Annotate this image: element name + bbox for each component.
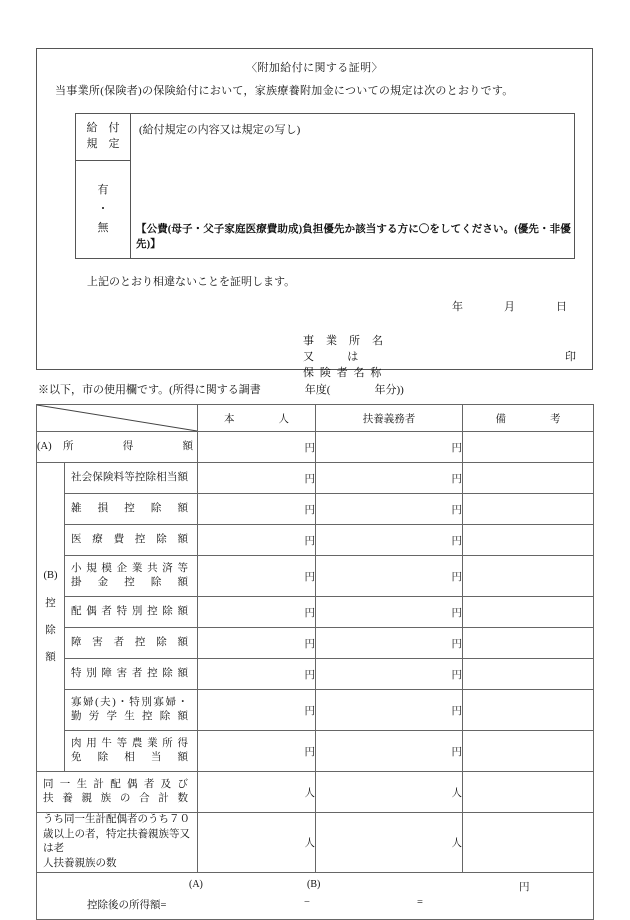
- or-label-right: は: [347, 350, 363, 363]
- table-row: [37, 525, 594, 556]
- row-dependents-total-remarks[interactable]: [463, 772, 594, 813]
- row-value-dependent[interactable]: 円: [316, 525, 463, 556]
- date-year-label: 年: [452, 301, 463, 313]
- table-row: [37, 659, 594, 690]
- row-value-dependent[interactable]: 円: [316, 628, 463, 659]
- row-income-label: 所得額: [63, 440, 193, 452]
- table-row-income: [37, 432, 594, 463]
- date-line[interactable]: [452, 298, 570, 314]
- benefit-rule-label-line2: 規 定: [86, 138, 120, 150]
- table-row-dependents-total: [37, 772, 594, 813]
- row-income-self[interactable]: 円: [198, 432, 316, 463]
- public-expense-note: 【公費(母子・父子家庭医療費助成)負担優先か該当する方に〇をしてください。(優先・非優先)】: [136, 224, 571, 250]
- row-label-line2: 勤労学生控除額: [71, 711, 188, 722]
- row-dependents-over70-self[interactable]: 人: [198, 813, 316, 873]
- row-dependents-total-dependent[interactable]: 人: [316, 772, 463, 813]
- certify-statement: 上記のとおり相違ないことを証明します。: [87, 276, 296, 288]
- row-dependents-total-self[interactable]: 人: [198, 772, 316, 813]
- deduction-group-char-2: 除: [45, 625, 56, 636]
- row-label: 小規模企業共済等: [71, 562, 188, 574]
- row-dependents-total-label: 同一生計配偶者及び: [43, 778, 188, 790]
- row-dependents-over70-label-line3: 人扶養親族の数: [43, 858, 117, 870]
- row-label: 配偶者特別控除額: [71, 605, 188, 617]
- table-row-dependents-over70: [37, 813, 594, 873]
- row-income-label-cell: [37, 432, 198, 463]
- signature-block: [303, 334, 388, 382]
- row-label-cell: [65, 659, 198, 690]
- benefit-exists-label: [76, 161, 130, 258]
- table-header-row: [37, 405, 594, 432]
- row-value-self[interactable]: 円: [198, 556, 316, 597]
- column-header-self: [198, 405, 316, 432]
- row-value-dependent[interactable]: 円: [316, 556, 463, 597]
- table-row: [37, 690, 594, 731]
- row-value-self[interactable]: 円: [198, 731, 316, 772]
- office-name-label: 事 業 所 名: [303, 335, 388, 347]
- row-label-cell: [65, 463, 198, 494]
- insurer-name-label: 保 険 者 名 称: [303, 366, 383, 379]
- benefit-exists-yes: 有: [97, 184, 109, 197]
- row-label: 障害者控除額: [71, 636, 188, 648]
- benefit-rule-label: [76, 114, 130, 161]
- deduction-group-label: [37, 463, 65, 772]
- row-value-dependent[interactable]: 円: [316, 659, 463, 690]
- table-row: [37, 556, 594, 597]
- certificate-intro: 当事業所(保険者)の保険給付において，家族療養附加金についての規定は次のとおりです。: [55, 85, 514, 97]
- deduction-group-char-3: 額: [45, 652, 56, 664]
- table-row: [37, 494, 594, 525]
- certificate-box: [36, 48, 593, 379]
- row-label-cell: [65, 731, 198, 772]
- column-header-dependent: [316, 405, 463, 432]
- benefit-exists-no: 無: [97, 221, 109, 234]
- row-value-remarks[interactable]: [463, 556, 594, 597]
- row-value-dependent[interactable]: 円: [316, 494, 463, 525]
- row-label-cell: [65, 556, 198, 597]
- seal-icon: 印: [565, 351, 576, 363]
- row-value-remarks[interactable]: [463, 659, 594, 690]
- row-dependents-total-label-line2: 扶養親族の合計数: [43, 793, 188, 804]
- column-header-self-label: 本 人: [223, 413, 306, 425]
- row-label: 寡婦(夫)・特別寡婦・: [71, 696, 188, 708]
- row-value-self[interactable]: 円: [198, 690, 316, 731]
- row-value-remarks[interactable]: [463, 525, 594, 556]
- row-value-self[interactable]: 円: [198, 659, 316, 690]
- column-header-dependent-label: 扶養義務者: [362, 413, 416, 425]
- benefit-rule-content-area[interactable]: [131, 114, 574, 258]
- benefit-exists-separator: ・: [97, 203, 109, 216]
- row-label: 肉用牛等農業所得: [71, 737, 188, 749]
- row-dependents-over70-label-line2: 歳以上の者，特定扶養親族等又は老: [43, 828, 190, 855]
- row-value-dependent[interactable]: 円: [316, 463, 463, 494]
- row-value-dependent[interactable]: 円: [316, 731, 463, 772]
- summary-cell[interactable]: [37, 872, 594, 919]
- or-label: [303, 350, 388, 366]
- row-dependents-over70-dependent[interactable]: 人: [316, 813, 463, 873]
- row-income-remarks[interactable]: [463, 432, 594, 463]
- summary-marker-a: (A): [189, 878, 203, 890]
- row-value-remarks[interactable]: [463, 690, 594, 731]
- diagonal-corner-cell: [37, 405, 198, 432]
- row-value-remarks[interactable]: [463, 463, 594, 494]
- row-dependents-over70-remarks[interactable]: [463, 813, 594, 873]
- benefit-rule-label-column: [76, 114, 131, 258]
- income-table: [36, 404, 594, 920]
- table-row: [37, 463, 594, 494]
- deduction-group-marker: (B): [43, 570, 58, 582]
- or-label-left: 又: [303, 350, 319, 363]
- row-label: 社会保険料等控除相当額: [71, 471, 188, 483]
- certificate-title: 〈附加給付に関する証明〉: [246, 62, 383, 74]
- row-value-self[interactable]: 円: [198, 494, 316, 525]
- row-value-remarks[interactable]: [463, 731, 594, 772]
- benefit-rule-label-line1: 給 付: [86, 122, 120, 135]
- table-row: [37, 597, 594, 628]
- column-header-remarks: [463, 405, 594, 432]
- row-income-marker: (A): [37, 440, 52, 452]
- table-row: [37, 628, 594, 659]
- row-value-remarks[interactable]: [463, 494, 594, 525]
- row-label-cell: [65, 597, 198, 628]
- row-label-line2: 掛金控除額: [71, 577, 188, 588]
- table-row-summary: [37, 872, 594, 919]
- summary-minus-operator: −: [304, 896, 310, 908]
- row-label-cell: [65, 525, 198, 556]
- summary-equals-operator: =: [417, 896, 423, 908]
- city-use-note: ※以下，市の使用欄です。(所得に関する調書 年度( 年分)): [38, 384, 404, 396]
- row-dependents-over70-label: うち同一生計配偶者のうち７０: [43, 814, 190, 825]
- table-row: [37, 731, 594, 772]
- row-label-cell: [65, 494, 198, 525]
- column-header-remarks-label: 備 考: [495, 413, 578, 425]
- benefit-rule-content-hint: (給付規定の内容又は規定の写し): [139, 124, 301, 136]
- summary-marker-b: (B): [307, 878, 321, 890]
- row-label: 医療費控除額: [71, 533, 188, 545]
- row-value-self[interactable]: 円: [198, 628, 316, 659]
- row-label-line2: 免除相当額: [71, 752, 188, 763]
- row-dependents-over70-label-cell: [37, 813, 198, 873]
- date-day-label: 日: [556, 301, 567, 313]
- row-value-dependent[interactable]: 円: [316, 690, 463, 731]
- deduction-group-char-1: 控: [45, 597, 56, 609]
- row-label: 特別障害者控除額: [71, 667, 188, 679]
- summary-label: 控除後の所得額=: [87, 899, 167, 911]
- summary-unit: 円: [519, 881, 530, 893]
- row-dependents-total-label-cell: [37, 772, 198, 813]
- row-label-cell: [65, 628, 198, 659]
- row-label-cell: [65, 690, 198, 731]
- row-label: 雑損控除額: [71, 502, 188, 514]
- row-income-dependent[interactable]: 円: [316, 432, 463, 463]
- row-value-remarks[interactable]: [463, 628, 594, 659]
- row-value-dependent[interactable]: 円: [316, 597, 463, 628]
- row-value-remarks[interactable]: [463, 597, 594, 628]
- row-value-self[interactable]: 円: [198, 597, 316, 628]
- date-month-label: 月: [504, 301, 515, 313]
- row-value-self[interactable]: 円: [198, 463, 316, 494]
- row-value-self[interactable]: 円: [198, 525, 316, 556]
- benefit-rule-box: [75, 113, 575, 259]
